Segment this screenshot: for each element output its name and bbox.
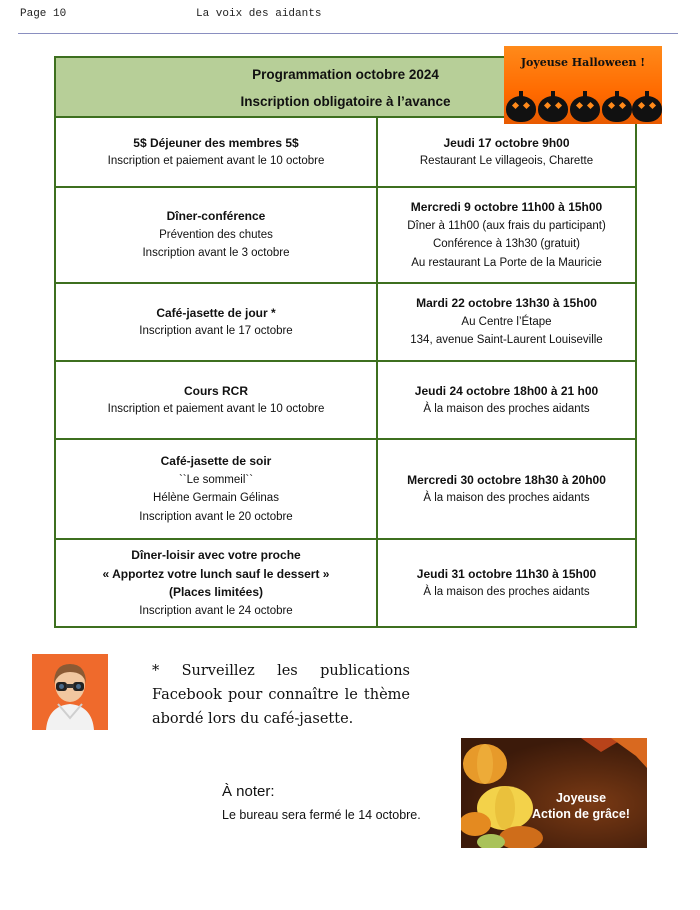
event-row <box>56 118 635 188</box>
pumpkin-icon <box>538 96 568 122</box>
pumpkin-icon <box>632 96 662 122</box>
event-detail: Inscription avant le 17 octobre <box>139 325 293 337</box>
event-detail: Prévention des chutes <box>159 228 273 241</box>
event-when-where <box>378 188 635 282</box>
page-number: Page 10 <box>20 8 67 20</box>
event-description <box>56 440 378 538</box>
schedule-table <box>54 56 637 628</box>
event-date: Jeudi 24 octobre 18h00 à 21 h00 <box>414 383 599 398</box>
event-location: À la maison des proches aidants <box>423 586 590 598</box>
event-title: Dîner-loisir avec votre proche <box>131 548 301 562</box>
event-title: Café-jasette de jour * <box>156 305 276 320</box>
event-description <box>56 284 378 360</box>
event-when-where <box>378 362 635 438</box>
binoculars-person-icon <box>32 654 108 730</box>
event-detail: (Places limitées) <box>168 585 264 599</box>
event-row <box>56 440 635 540</box>
event-location: À la maison des proches aidants <box>423 492 590 504</box>
thanksgiving-line1: Joyeuse <box>555 791 607 805</box>
event-title: Dîner-conférence <box>166 209 266 224</box>
page-header <box>20 4 680 32</box>
event-row <box>56 188 635 284</box>
event-date: Mercredi 9 octobre 11h00 à 15h00 <box>410 200 603 214</box>
pumpkin-icon <box>570 96 600 122</box>
schedule-subtitle: Inscription obligatoire à l’avance <box>240 94 451 109</box>
event-title: 5$ Déjeuner des membres 5$ <box>133 135 299 150</box>
event-theme: ``Le sommeil`` <box>178 473 254 486</box>
event-detail: Inscription avant le 20 octobre <box>139 510 293 523</box>
event-location: À la maison des proches aidants <box>423 403 590 415</box>
event-date: Jeudi 17 octobre 9h00 <box>443 135 570 150</box>
schedule-title: Programmation octobre 2024 <box>252 67 439 82</box>
event-description <box>56 540 378 626</box>
event-detail: Inscription avant le 3 octobre <box>142 247 290 260</box>
event-date: Mercredi 30 octobre 18h30 à 20h00 <box>407 472 606 487</box>
pumpkin-icon <box>602 96 632 122</box>
event-description <box>56 118 378 186</box>
office-closed-notice: Le bureau sera fermé le 14 octobre. <box>222 808 421 822</box>
event-row <box>56 540 635 626</box>
event-title: Cours RCR <box>183 383 248 398</box>
thanksgiving-banner <box>461 738 647 848</box>
thanksgiving-line2: Action de grâce! <box>532 807 630 821</box>
event-detail: Inscription et paiement avant le 10 octobre <box>107 155 325 167</box>
halloween-banner <box>504 46 662 124</box>
header-rule <box>18 33 678 34</box>
event-when-where <box>378 284 635 360</box>
event-when-where <box>378 540 635 626</box>
pumpkin-icon <box>506 96 536 122</box>
event-detail: Inscription avant le 24 octobre <box>139 604 293 617</box>
halloween-banner-text: Joyeuse Halloween ! <box>520 56 646 69</box>
event-detail: Inscription et paiement avant le 10 octobre <box>107 403 325 415</box>
event-location: Au Centre l’Étape <box>461 315 552 328</box>
event-address: 134, avenue Saint-Laurent Louiseville <box>410 334 603 347</box>
event-host: Hélène Germain Gélinas <box>153 492 279 504</box>
event-detail: « Apportez votre lunch sauf le dessert » <box>102 566 330 581</box>
facebook-note: * Surveillez les publications Facebook pour connaître le thème abordé lors du café-jasette. <box>152 663 410 727</box>
event-detail: Conférence à 13h30 (gratuit) <box>432 238 581 250</box>
event-row <box>56 362 635 440</box>
event-description <box>56 188 378 282</box>
event-row <box>56 284 635 362</box>
event-location: Au restaurant La Porte de la Mauricie <box>411 256 602 269</box>
event-title: Café-jasette de soir <box>160 454 272 468</box>
notice-heading: À noter: <box>222 783 275 800</box>
event-date: Mardi 22 octobre 13h30 à 15h00 <box>416 296 597 311</box>
event-when-where <box>378 440 635 538</box>
event-detail: Dîner à 11h00 (aux frais du participant) <box>407 219 606 232</box>
event-description <box>56 362 378 438</box>
thanksgiving-text <box>521 790 641 822</box>
event-date: Jeudi 31 octobre 11h30 à 15h00 <box>416 566 597 581</box>
event-location: Restaurant Le villageois, Charette <box>419 155 594 167</box>
event-when-where <box>378 118 635 186</box>
newsletter-title: La voix des aidants <box>196 8 322 20</box>
